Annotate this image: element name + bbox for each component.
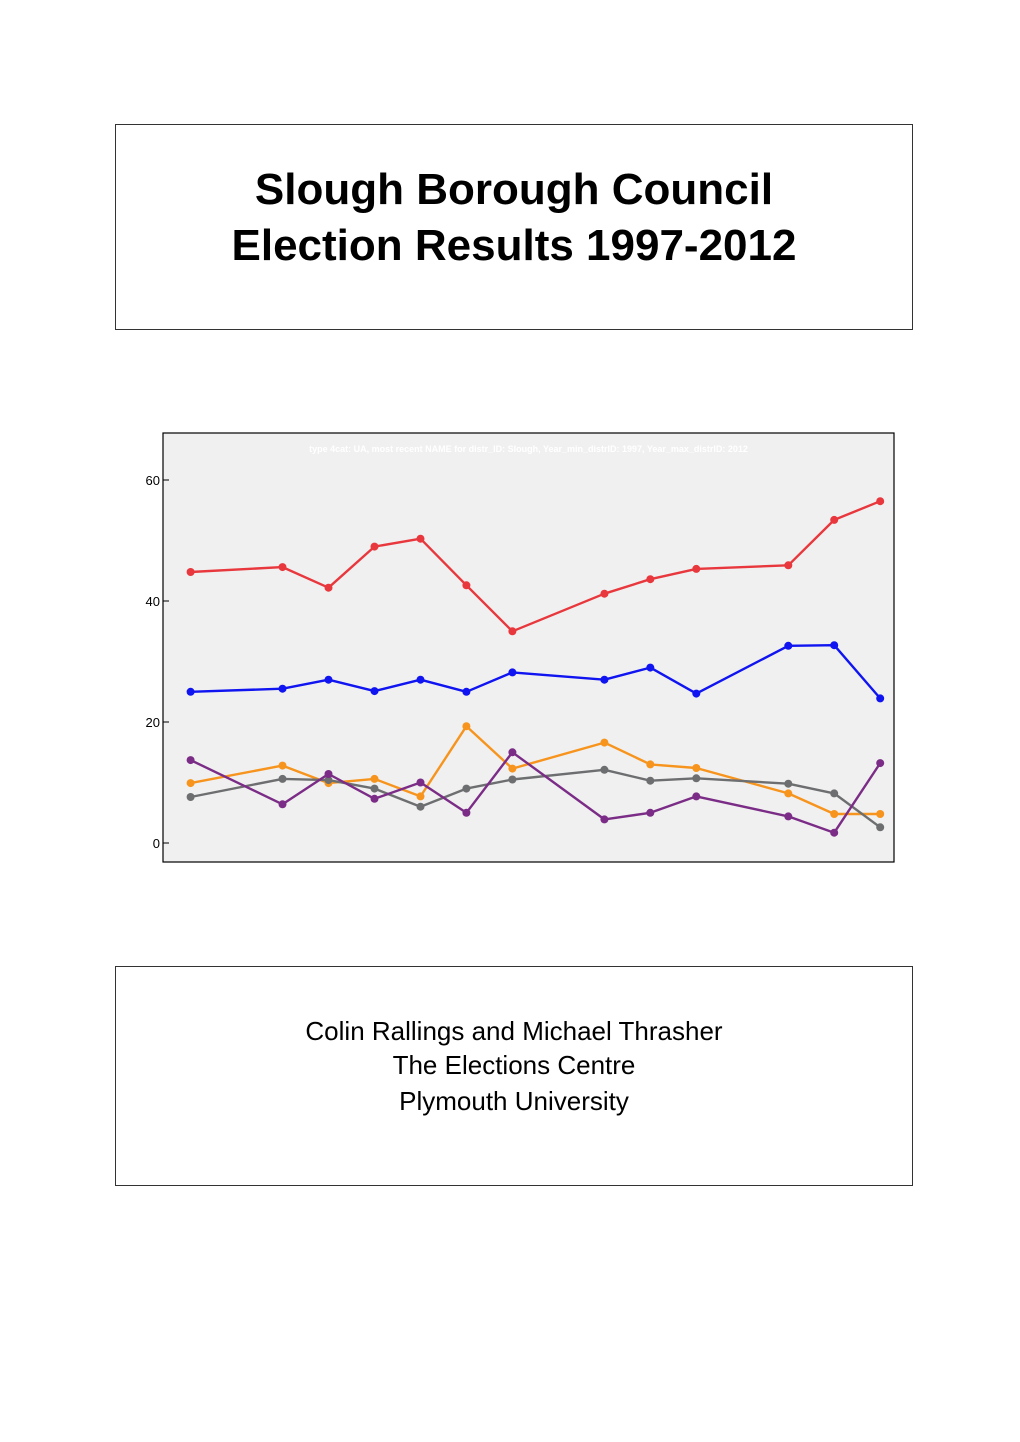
- authors-centre: The Elections Centre: [392, 1050, 636, 1080]
- authors-names: Colin Rallings and Michael Thrasher: [305, 1016, 723, 1046]
- data-point: [830, 789, 838, 797]
- data-point: [462, 688, 470, 696]
- data-point: [371, 687, 379, 695]
- data-point: [508, 776, 516, 784]
- data-point: [692, 774, 700, 782]
- data-point: [371, 785, 379, 793]
- data-point: [692, 565, 700, 573]
- data-point: [646, 777, 654, 785]
- data-point: [462, 581, 470, 589]
- y-tick-label: 60: [145, 473, 160, 488]
- data-point: [508, 627, 516, 635]
- data-point: [325, 770, 333, 778]
- data-point: [371, 795, 379, 803]
- data-point: [646, 809, 654, 817]
- chart-caption: type 4cat: UA, most recent NAME for distr_ID: Slough, Year_min_distrID: 1997, Year_max_distrID: 2012: [309, 444, 748, 454]
- data-point: [187, 688, 195, 696]
- data-point: [646, 664, 654, 672]
- data-point: [692, 690, 700, 698]
- y-tick-label: 0: [152, 836, 160, 851]
- data-point: [830, 829, 838, 837]
- data-point: [325, 584, 333, 592]
- data-point: [692, 764, 700, 772]
- data-point: [462, 785, 470, 793]
- authors-box: [115, 966, 913, 1186]
- data-point: [646, 575, 654, 583]
- data-point: [784, 812, 792, 820]
- page-title-line-2: Election Results 1997-2012: [231, 221, 797, 270]
- data-point: [784, 780, 792, 788]
- data-point: [508, 765, 516, 773]
- data-point: [417, 676, 425, 684]
- data-point: [187, 756, 195, 764]
- data-point: [462, 809, 470, 817]
- data-point: [876, 823, 884, 831]
- data-point: [784, 789, 792, 797]
- data-point: [876, 497, 884, 505]
- data-point: [187, 568, 195, 576]
- chart-svg: [120, 430, 900, 870]
- data-point: [187, 779, 195, 787]
- vote-share-chart: [120, 430, 900, 870]
- data-point: [417, 779, 425, 787]
- page-title-line-1: Slough Borough Council: [254, 165, 774, 214]
- data-point: [876, 810, 884, 818]
- data-point: [279, 762, 287, 770]
- data-point: [325, 676, 333, 684]
- data-point: [830, 516, 838, 524]
- data-point: [462, 722, 470, 730]
- data-point: [600, 815, 608, 823]
- data-point: [646, 760, 654, 768]
- data-point: [279, 563, 287, 571]
- data-point: [876, 759, 884, 767]
- data-point: [692, 792, 700, 800]
- title-box: [115, 124, 913, 330]
- data-point: [279, 800, 287, 808]
- data-point: [417, 535, 425, 543]
- data-point: [600, 590, 608, 598]
- data-point: [187, 793, 195, 801]
- authors-university: Plymouth University: [399, 1086, 629, 1116]
- y-tick-label: 40: [145, 594, 160, 609]
- data-point: [279, 775, 287, 783]
- data-point: [784, 642, 792, 650]
- data-point: [830, 641, 838, 649]
- data-point: [830, 810, 838, 818]
- data-point: [279, 685, 287, 693]
- data-point: [371, 775, 379, 783]
- data-point: [371, 543, 379, 551]
- data-point: [876, 694, 884, 702]
- y-tick-label: 20: [145, 715, 160, 730]
- data-point: [600, 766, 608, 774]
- data-point: [508, 668, 516, 676]
- data-point: [600, 676, 608, 684]
- data-point: [417, 792, 425, 800]
- data-point: [600, 739, 608, 747]
- data-point: [508, 748, 516, 756]
- data-point: [784, 561, 792, 569]
- data-point: [417, 803, 425, 811]
